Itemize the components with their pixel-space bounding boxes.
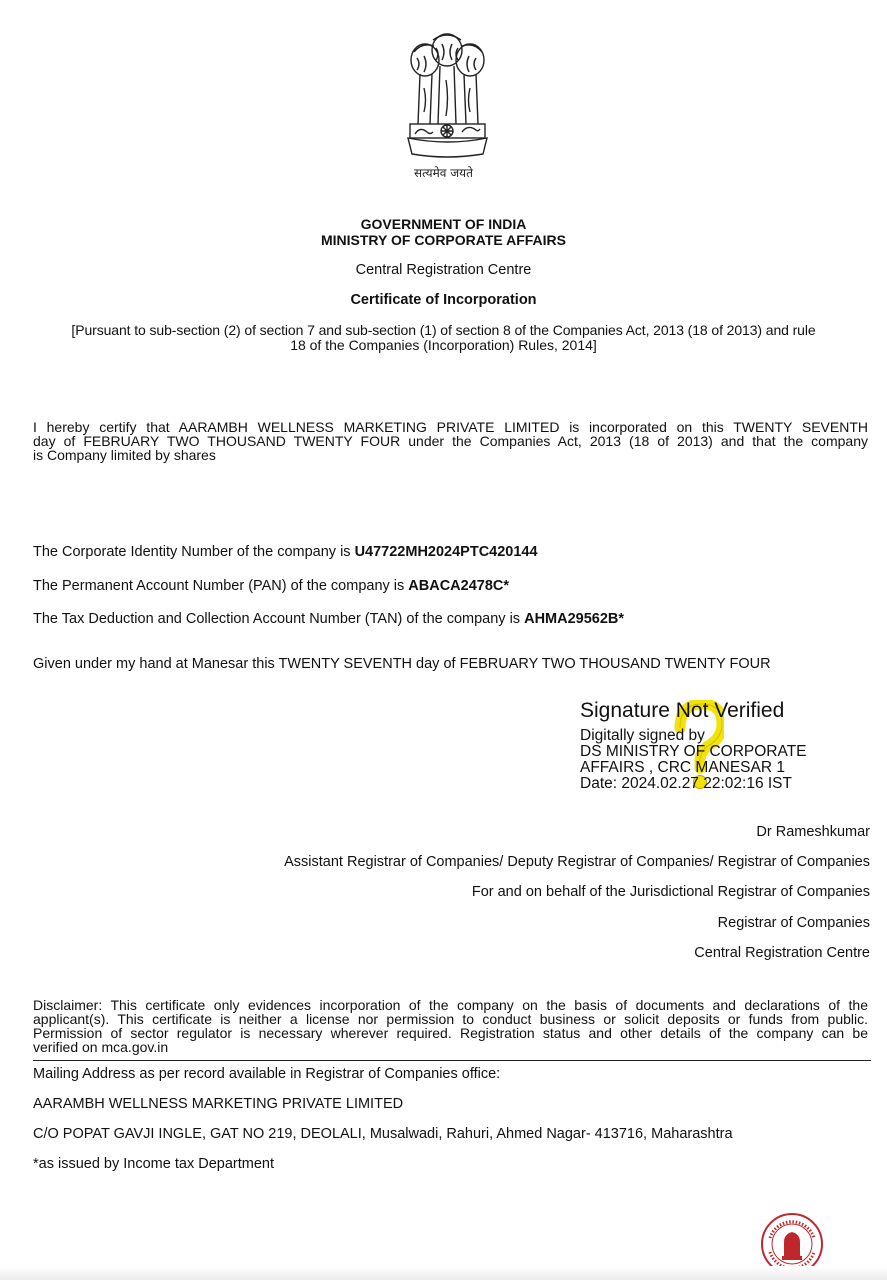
ministry-heading: MINISTRY OF CORPORATE AFFAIRS — [320, 232, 566, 248]
tan-value: AHMA29562B* — [524, 611, 625, 627]
tan-line — [33, 611, 624, 627]
disclaimer-line-3: Permission of sector regulator is necessary wherever required. Registration status and other details of the company can be — [33, 1025, 868, 1041]
registrar-name: Dr Rameshkumar — [756, 824, 870, 840]
disclaimer-line-4: verified on mca.gov.in — [33, 1039, 169, 1055]
certify-paragraph — [33, 420, 868, 462]
certify-line-1: I hereby certify that AARAMBH WELLNESS MARKETING PRIVATE LIMITED is incorporated on this TWENTY SEVENTH — [33, 419, 868, 435]
disclaimer-line-1: Disclaimer: This certificate only evidences incorporation of the company on the basis of documents and declarations of the — [33, 997, 868, 1013]
signature-status: Signature Not Verified — [580, 699, 785, 722]
certificate-title: Certificate of Incorporation — [350, 292, 537, 308]
certify-line-3: is Company limited by shares — [33, 447, 216, 463]
government-heading: GOVERNMENT OF INDIA — [360, 216, 527, 232]
pursuant-line-2: 18 of the Companies (Incorporation) Rules, 2014] — [290, 337, 597, 353]
mailing-company: AARAMBH WELLNESS MARKETING PRIVATE LIMITED — [33, 1096, 404, 1112]
mailing-address: C/O POPAT GAVJI INGLE, GAT NO 219, DEOLALI, Musalwadi, Rahuri, Ahmed Nagar- 413716, Maharashtra — [33, 1126, 733, 1142]
signature-line-3: AFFAIRS , CRC MANESAR 1 — [580, 759, 785, 776]
registrar-behalf: For and on behalf of the Jurisdictional Registrar of Companies — [471, 884, 870, 900]
divider — [33, 1060, 871, 1061]
pursuant-line-1: [Pursuant to sub-section (2) of section 7 and sub-section (1) of section 8 of the Companies Act, 2013 (18 of 2013) and rule — [71, 322, 816, 338]
mailing-heading: Mailing Address as per record available in Registrar of Companies office: — [33, 1066, 501, 1082]
signature-line-2: DS MINISTRY OF CORPORATE — [580, 743, 807, 760]
cin-line — [33, 544, 538, 560]
pan-value: ABACA2478C* — [408, 578, 510, 594]
given-under-hand: Given under my hand at Manesar this TWENTY SEVENTH day of FEBRUARY TWO THOUSAND TWENTY FOUR — [33, 656, 771, 672]
signature-line-1: Digitally signed by — [580, 727, 705, 744]
pan-line — [33, 578, 509, 594]
centre-label: Central Registration Centre — [355, 262, 532, 278]
pan-label: The Permanent Account Number (PAN) of the company is — [33, 578, 409, 594]
cin-value: U47722MH2024PTC420144 — [354, 544, 538, 560]
income-tax-footnote: *as issued by Income tax Department — [33, 1156, 274, 1172]
emblem-motto: सत्यमेव जयते — [414, 166, 473, 180]
disclaimer-paragraph — [33, 998, 868, 1054]
digital-signature-block — [580, 698, 880, 792]
national-emblem-icon — [400, 28, 495, 163]
registrar-designation: Assistant Registrar of Companies/ Deputy Registrar of Companies/ Registrar of Companies — [284, 854, 870, 870]
tan-label: The Tax Deduction and Collection Account Number (TAN) of the company is — [33, 611, 525, 627]
registrar-centre: Central Registration Centre — [694, 945, 870, 961]
cin-label: The Corporate Identity Number of the company is — [33, 544, 355, 560]
disclaimer-line-2: applicant(s). This certificate is neither a license nor permission to conduct business or solicit deposits or funds from public. — [33, 1011, 868, 1027]
signature-date: Date: 2024.02.27 22:02:16 IST — [580, 775, 792, 792]
certify-line-2: day of FEBRUARY TWO THOUSAND TWENTY FOUR under the Companies Act, 2013 (18 of 2013) and that the company — [33, 433, 868, 449]
bottom-edge — [0, 1266, 887, 1280]
registrar-office: Registrar of Companies — [717, 915, 870, 931]
